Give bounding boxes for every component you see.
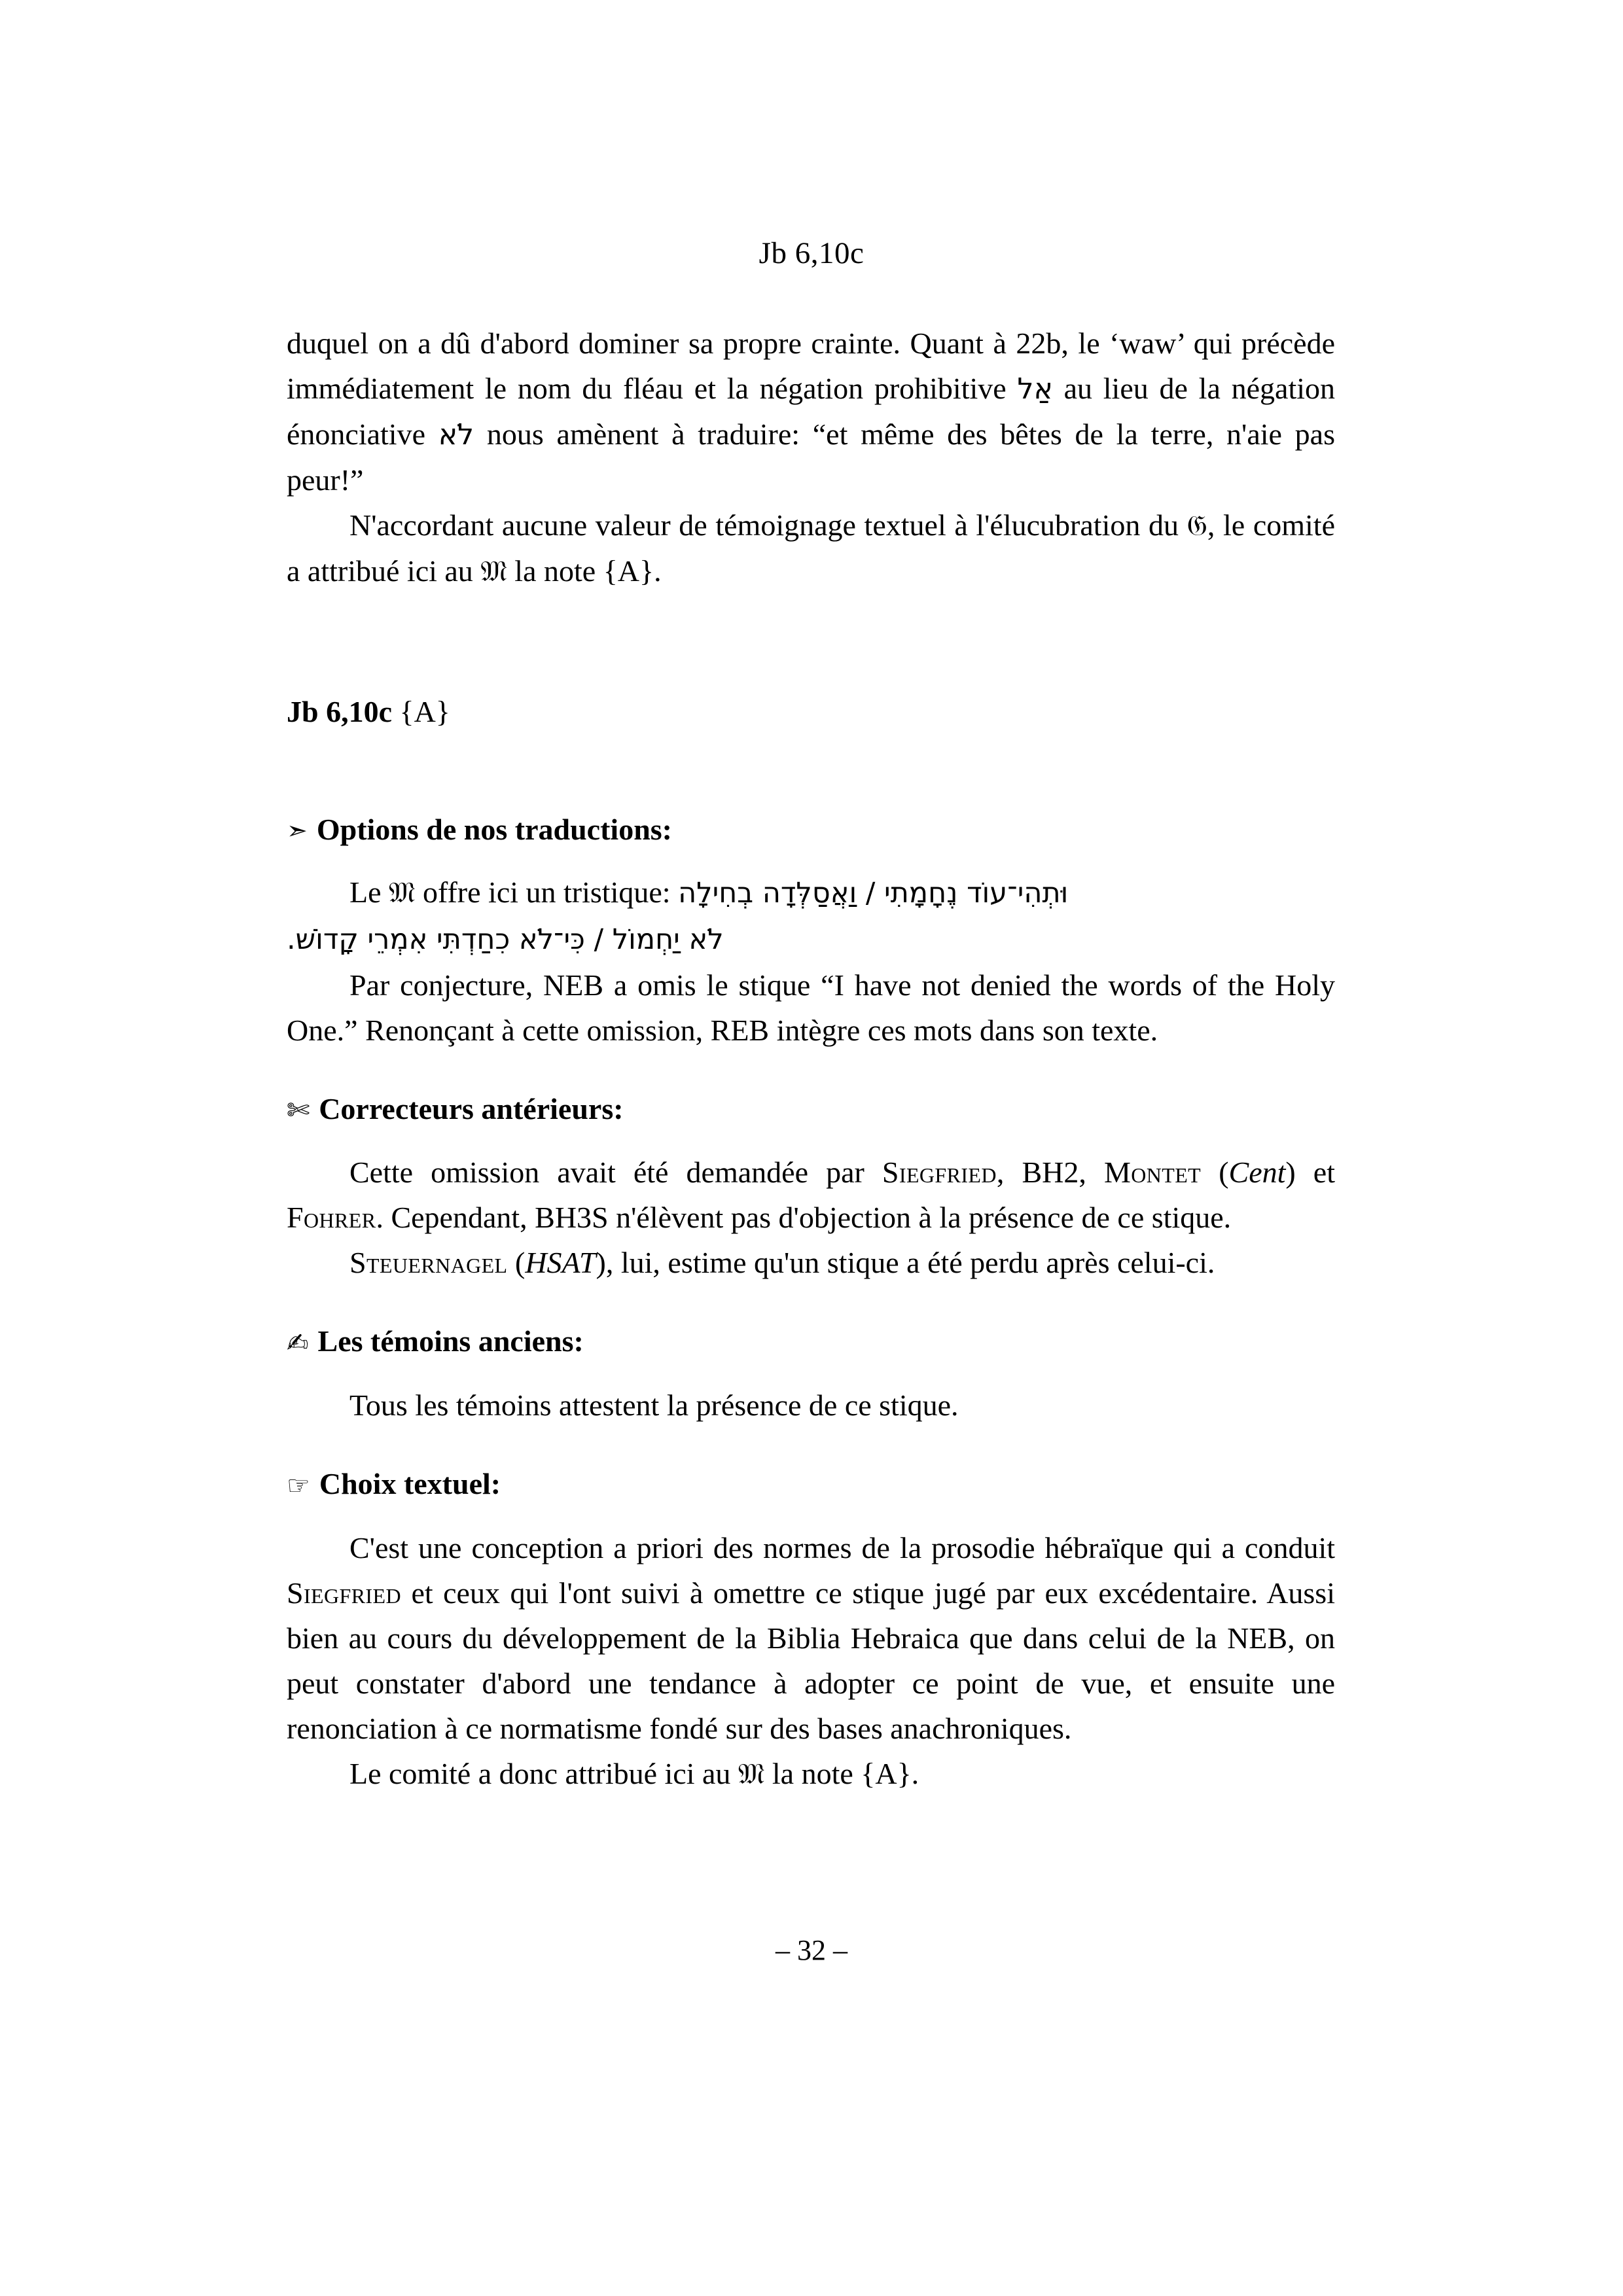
rubric-choix-textuel xyxy=(287,1464,1335,1506)
correctors-text-part-1: Cette omission avait été demandée par xyxy=(349,1156,882,1189)
spacer xyxy=(287,594,1335,692)
rubric-options-label: Options de nos traductions: xyxy=(316,813,672,846)
correctors-text-part-4: ) et xyxy=(1285,1156,1336,1189)
page-number: – 32 – xyxy=(776,1934,847,1966)
paragraph-choice-2 xyxy=(287,1751,1335,1797)
scissors-icon: ✄ xyxy=(287,1094,310,1126)
siglum-masoretic: 𝔐 xyxy=(738,1757,765,1791)
choice2-text-part-2: la note {A}. xyxy=(764,1757,919,1790)
siglum-masoretic: 𝔐 xyxy=(389,876,416,910)
paragraph-correctors-1 xyxy=(287,1150,1335,1240)
spacer xyxy=(287,1130,1335,1150)
rubric-les-temoins-anciens xyxy=(287,1322,1335,1363)
verdict-text-part-2: , le comité a attribué ici au xyxy=(287,508,1335,588)
tristique-intro-part-2: offre ici un tristique: xyxy=(415,875,679,909)
continued-text-part-3: nous amènent à traduire: “et même des bêtes de la terre, n'aie pas peur!” xyxy=(287,417,1336,497)
continued-text-part-2: au lieu de la négation énonciative xyxy=(287,372,1336,451)
author-name-fohrer: Fohrer xyxy=(287,1201,376,1234)
correctors2-text-part-1: ( xyxy=(507,1246,526,1279)
paragraph-tristique xyxy=(287,870,1335,916)
work-title-hsat: HSAT xyxy=(525,1246,596,1279)
pointing-hand-icon: ☞ xyxy=(287,1471,310,1501)
correctors-text-part-3: ( xyxy=(1201,1156,1229,1189)
paragraph-choice-1 xyxy=(287,1525,1335,1751)
rubric-correcteurs-anterieurs xyxy=(287,1089,1335,1130)
writing-hand-icon: ✍ xyxy=(287,1328,309,1358)
author-name-siegfried: Siegfried xyxy=(882,1156,997,1189)
verdict-text-part-1: N'accordant aucune valeur de témoignage textuel à l'élucubration du xyxy=(349,508,1187,542)
paragraph-neb-reb: Par conjecture, NEB a omis le stique “I have not denied the words of the Holy One.” Renonçant à cette omission, REB intègre ces mots dans son texte. xyxy=(287,968,1335,1047)
correctors-text-part-2: , BH2, xyxy=(996,1156,1104,1189)
choice-text-part-2: et ceux qui l'ont suivi à omettre ce stique jugé par eux excédentaire. Aussi bien au cours du développement de la Biblia Hebraica que dans celui de la NEB, on peut constater d'abord une tendance à adopter ce point de vue, et ensuite une renonciation à ce normatisme fondé sur des bases anachroniques. xyxy=(287,1576,1335,1745)
spacer xyxy=(287,1506,1335,1525)
choice-text-part-1: C'est une conception a priori des normes de la prosodie hébraïque qui a conduit xyxy=(349,1531,1335,1564)
rubric-correctors-label: Correcteurs antérieurs: xyxy=(319,1092,624,1125)
rubric-witnesses-label: Les témoins anciens: xyxy=(317,1324,584,1358)
text-column xyxy=(287,321,1335,1797)
siglum-septuagint: 𝔊 xyxy=(1186,509,1207,542)
spacer xyxy=(287,732,1335,810)
spacer xyxy=(287,1428,1335,1464)
choice2-text-part-1: Le comité a donc attribué ici au xyxy=(349,1757,738,1790)
section-reference: Jb 6,10c xyxy=(287,695,392,728)
spacer xyxy=(287,850,1335,870)
paragraph-continued xyxy=(287,321,1335,503)
spacer xyxy=(287,1053,1335,1089)
spacer xyxy=(287,1285,1335,1322)
hebrew-word-al: אַל xyxy=(1017,372,1053,406)
continued-text-part-1: duquel on a dû d'abord dominer sa propre crainte. Quant à 22b, le ‘waw’ qui précède immédiatement le nom du fléau et la négation prohibitive xyxy=(287,327,1335,405)
correctors2-text-part-2: ), lui, estime qu'un stique a été perdu après celui-ci. xyxy=(596,1246,1215,1279)
author-name-steuernagel: Steuernagel xyxy=(349,1246,508,1279)
rubric-options-de-nos-traductions xyxy=(287,810,1335,850)
hebrew-tristique-line-1: וּתְהִי־עוֹד נֶחָמָתִי / וַאֲסַלְּדָה בְחִילָה xyxy=(678,877,1069,910)
section-note: {A} xyxy=(399,695,450,728)
running-head: Jb 6,10c xyxy=(758,236,865,270)
hebrew-word-lo: לֹא xyxy=(438,418,474,451)
author-name-siegfried: Siegfried xyxy=(287,1576,401,1610)
tristique-intro-part-1: Le xyxy=(349,875,389,909)
paragraph-witnesses: Tous les témoins attestent la présence de ce stique. xyxy=(349,1388,959,1422)
verdict-text-part-3: la note {A}. xyxy=(507,554,662,588)
spacer xyxy=(287,1363,1335,1383)
rubric-choice-label: Choix textuel: xyxy=(319,1467,501,1500)
arrow-dingbat-icon: ➣ xyxy=(287,816,308,845)
work-title-cent: Cent xyxy=(1228,1156,1286,1189)
paragraph-correctors-2 xyxy=(287,1240,1335,1285)
correctors-text-part-5: . Cependant, BH3S n'élèvent pas d'objection à la présence de ce stique. xyxy=(376,1201,1232,1234)
author-name-montet: Montet xyxy=(1103,1156,1202,1189)
hebrew-tristique-line-2: לֹא יַחְמוֹל / כִּי־לֹא כִחַדְתִּי אִמְרֵי קָדוֹשׁ. xyxy=(287,923,724,956)
section-heading xyxy=(287,692,1335,732)
siglum-masoretic: 𝔐 xyxy=(480,555,507,588)
paragraph-verdict xyxy=(287,503,1335,594)
paragraph-tristique-line2 xyxy=(287,916,1335,963)
